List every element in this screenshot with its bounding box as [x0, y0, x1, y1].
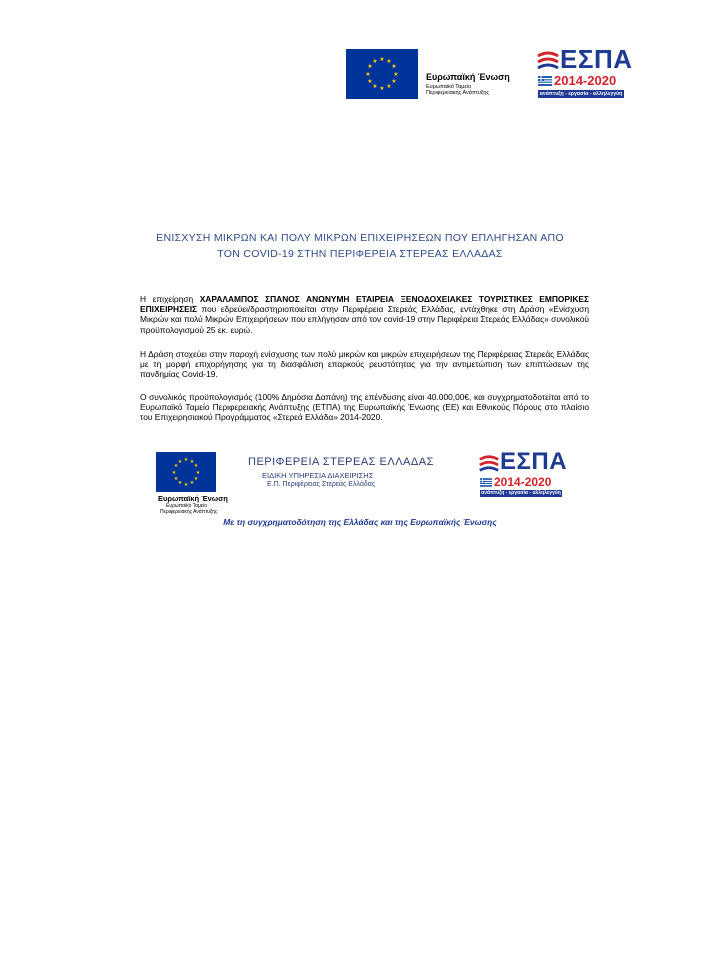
svg-text:★: ★	[171, 470, 177, 476]
company-name: ΧΑΡΑΛΑΜΠΟΣ ΣΠΑΝΟΣ ΑΝΩΝΥΜΗ ΕΤΑΙΡΕΙΑ ΞΕΝΟΔΟΧΕΙΑΚΕΣ ΤΟΥΡΙΣΤΙΚΕΣ ΕΜΠΟΡΙΚΕΣ ΕΠΙΧΕΙΡΗΣΕΙΣ	[140, 294, 589, 315]
espa-swoosh-icon	[536, 50, 560, 74]
svg-text:★: ★	[177, 480, 183, 486]
svg-text:★: ★	[173, 463, 179, 469]
svg-text:★: ★	[193, 463, 199, 469]
svg-text:★: ★	[183, 482, 189, 488]
svg-text:★: ★	[379, 85, 385, 92]
heading-line1: ΕΝΙΣΧΥΣΗ ΜΙΚΡΩΝ ΚΑΙ ΠΟΛΥ ΜΙΚΡΩΝ ΕΠΙΧΕΙΡΗΣΕΩΝ ΠΟΥ ΕΠΛΗΓΗΣΑΝ ΑΠΟ	[156, 232, 564, 244]
paragraph-2: Η Δράση στοχεύει στην παροχή ενίσχυσης των πολύ μικρών και μικρών επιχειρήσεων της Περιφέρειας Στερεάς Ελλάδας με τη μορφή επιχορήγησης για τη διασφάλιση επαρκούς ρευστότητας για την αντιμετώπιση των επιπτώσεων της πανδημίας Covid-19.	[140, 349, 589, 380]
eu-title: Ευρωπαϊκή Ένωση	[158, 494, 228, 503]
espa-years: 2014-2020	[554, 73, 617, 88]
svg-text:★: ★	[365, 71, 371, 78]
p1-suffix: που εδρεύει/δραστηριοποιείται στην Περιφέρεια Στερεάς Ελλάδας, εντάχθηκε στη Δράση «Ενίσχυση Μικρών και πολύ Μικρών Επιχειρήσεων που επλήγησαν από τον covid-19 στην Περιφέρεια Στερεάς Ελλάδας» συνολικού προϋπολογισμού 25 εκ. ευρώ.	[140, 304, 589, 335]
svg-text:★: ★	[372, 83, 378, 90]
svg-text:★: ★	[367, 78, 373, 85]
eu-flag-icon	[156, 452, 216, 492]
svg-text:★: ★	[367, 63, 373, 70]
svg-text:★: ★	[193, 476, 199, 482]
svg-text:★: ★	[391, 78, 397, 85]
svg-text:★: ★	[195, 470, 201, 476]
eu-subtitle-line2: Περιφερειακής Ανάπτυξης	[426, 90, 490, 96]
svg-text:★: ★	[372, 58, 378, 65]
espa-word: ΕΣΠΑ	[560, 44, 633, 74]
svg-text:★: ★	[183, 457, 189, 463]
eu-title: Ευρωπαϊκή Ένωση	[426, 72, 510, 82]
svg-text:★: ★	[386, 58, 392, 65]
svg-text:★: ★	[379, 56, 385, 63]
top-logo-bar	[346, 44, 633, 104]
cofunding-note: Με τη συγχρηματοδότηση της Ελλάδας και της Ευρωπαϊκής Ένωσης	[223, 517, 497, 527]
p1-prefix: Η επιχείρηση	[140, 294, 200, 304]
espa-word: ΕΣΠΑ	[500, 448, 568, 475]
espa-tagline: ανάπτυξη - εργασία - αλληλεγγύη	[481, 490, 561, 496]
svg-text:★: ★	[386, 83, 392, 90]
eu-flag-icon	[346, 49, 418, 99]
svg-text:★: ★	[173, 476, 179, 482]
espa-years: 2014-2020	[494, 475, 552, 489]
heading-line2: ΤΟΝ COVID-19 ΣΤΗΝ ΠΕΡΙΦΕΡΕΙΑ ΣΤΕΡΕΑΣ ΕΛΛΑΔΑΣ	[217, 248, 503, 260]
svg-text:★: ★	[189, 480, 195, 486]
greek-flag-icon	[480, 478, 492, 487]
svg-text:★: ★	[393, 71, 399, 78]
bottom-logo-bar	[156, 450, 576, 516]
espa-logo	[536, 44, 633, 104]
region-subtitle-1: ΕΙΔΙΚΗ ΥΠΗΡΕΣΙΑ ΔΙΑΧΕΙΡΙΣΗΣ	[262, 471, 374, 480]
espa-logo	[478, 450, 568, 500]
svg-text:★: ★	[391, 63, 397, 70]
eu-subtitle-line1: Ευρωπαϊκό Ταμείο	[166, 503, 208, 509]
paragraph-1	[140, 294, 589, 335]
greek-flag-icon	[538, 76, 552, 86]
espa-swoosh-icon	[478, 454, 500, 476]
region-title: ΠΕΡΙΦΕΡΕΙΑ ΣΤΕΡΕΑΣ ΕΛΛΑΔΑΣ	[248, 456, 434, 468]
eu-subtitle-line2: Περιφερειακής Ανάπτυξης	[160, 509, 218, 515]
svg-text:★: ★	[189, 459, 195, 465]
eu-subtitle-line1: Ευρωπαϊκό Ταμείο	[426, 84, 472, 90]
region-subtitle-2: Ε.Π. Περιφέρειας Στερεάς Ελλάδας	[267, 481, 376, 488]
paragraph-3: Ο συνολικός προϋπολογισμός (100% Δημόσια Δαπάνη) της επένδυσης είναι 40.000,00€, και συγχρηματοδοτείται από το Ευρωπαϊκό Ταμείο Περιφερειακής Ανάπτυξης (ΕΤΠΑ) της Ευρωπαϊκής Ένωσης (ΕΕ) και Εθνικούς Πόρους στο πλαίσιο του Επιχειρησιακού Προγράμματος «Στερεά Ελλάδα» 2014-2020.	[140, 392, 589, 423]
page-heading	[0, 230, 720, 262]
svg-text:★: ★	[177, 459, 183, 465]
espa-tagline: ανάπτυξη - εργασία - αλληλεγγύη	[539, 91, 623, 97]
